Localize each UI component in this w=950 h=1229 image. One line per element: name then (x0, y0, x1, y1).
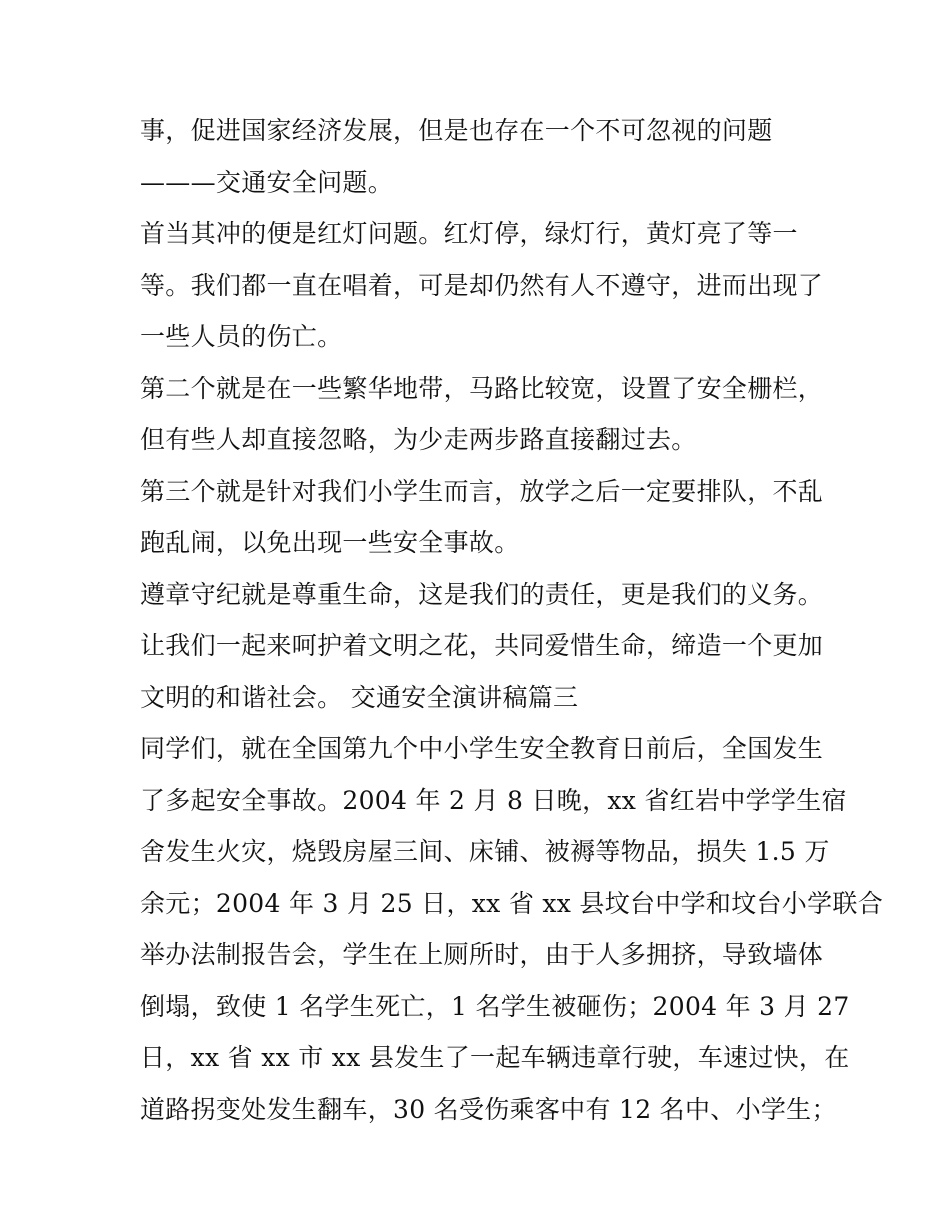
text-line-14: 了多起安全事故。2004 年 2 月 8 日晚，xx 省红岩中学学生宿 (140, 785, 847, 815)
text-line-10: 遵章守纪就是尊重生命，这是我们的责任，更是我们的义务。 (140, 579, 824, 609)
text-line-6: 第二个就是在一些繁华地带，马路比较宽，设置了安全栅栏， (140, 373, 824, 403)
text-line-13: 同学们，就在全国第九个中小学生安全教育日前后，全国发生 (140, 734, 824, 763)
text-line-5: 一些人员的伤亡。 (140, 322, 343, 351)
text-line-18: 倒塌，致使 1 名学生死亡，1 名学生被砸伤；2004 年 3 月 27 (140, 991, 850, 1021)
text-line-2: ———交通安全问题。 (140, 167, 394, 197)
text-line-16: 余元；2004 年 3 月 25 日，xx 省 xx 县坟台中学和坟台小学联合 (140, 888, 884, 918)
document-body (140, 105, 884, 1135)
text-line-4: 等。我们都一直在唱着，可是却仍然有人不遵守，进而出现了 (140, 270, 824, 300)
text-line-19: 日，xx 省 xx 市 xx 县发生了一起车辆违章行驶，车速过快，在 (140, 1043, 850, 1072)
text-line-1: 事，促进国家经济发展，但是也存在一个不可忽视的问题 (140, 116, 773, 145)
text-line-8: 第三个就是针对我们小学生而言，放学之后一定要排队，不乱 (140, 476, 824, 506)
text-line-15: 舍发生火灾，烧毁房屋三间、床铺、被褥等物品，损失 1.5 万 (140, 837, 830, 866)
text-line-20: 道路拐变处发生翻车，30 名受伤乘客中有 12 名中、小学生； (140, 1094, 837, 1124)
text-line-9: 跑乱闹，以免出现一些安全事故。 (140, 528, 520, 557)
text-line-12: 文明的和谐社会。 交通安全演讲稿篇三 (140, 682, 579, 712)
text-line-7: 但有些人却直接忽略，为少走两步路直接翻过去。 (140, 425, 697, 454)
text-line-17: 举办法制报告会，学生在上厕所时，由于人多拥挤，导致墙体 (140, 940, 824, 969)
text-line-3: 首当其冲的便是红灯问题。红灯停，绿灯行，黄灯亮了等一 (140, 219, 798, 248)
text-line-11: 让我们一起来呵护着文明之花，共同爱惜生命，缔造一个更加 (140, 631, 824, 660)
